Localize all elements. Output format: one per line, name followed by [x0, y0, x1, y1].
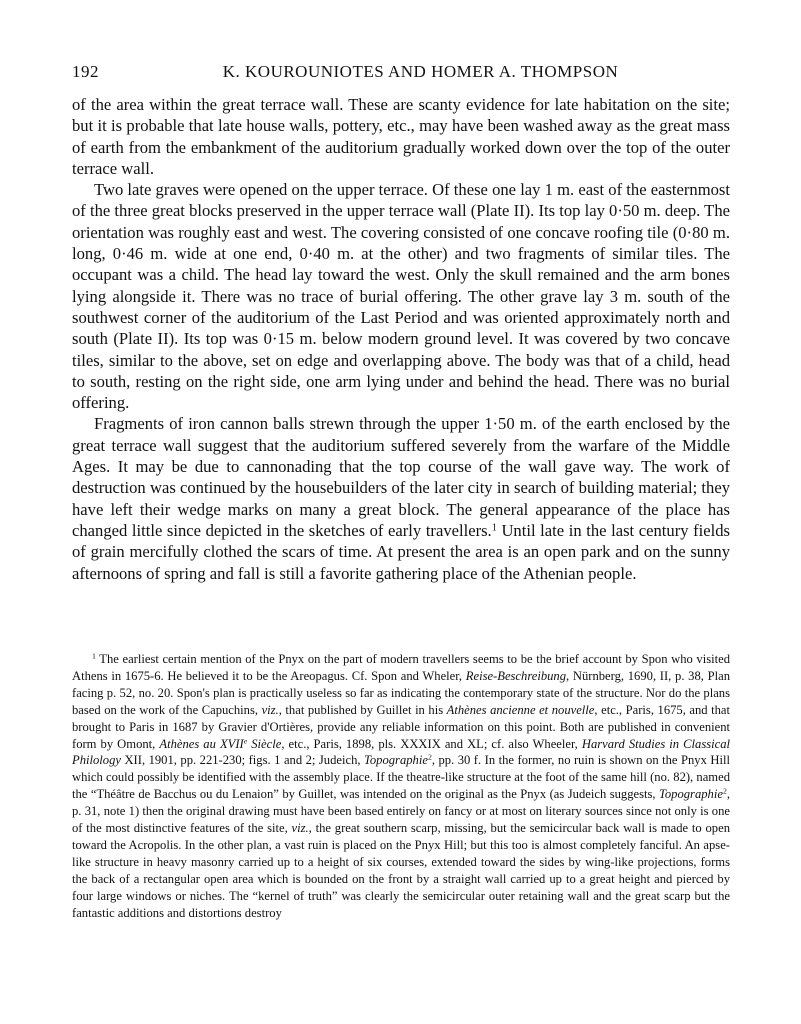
- footnote-1: [72, 651, 730, 922]
- footnote-text: XII, 1901, pp. 221-230; figs. 1 and 2; Judeich,: [120, 753, 365, 768]
- body-text: [72, 94, 730, 584]
- footnote-italic-title: Harvard Studies in Classical Philology: [72, 736, 731, 768]
- footnote: [72, 651, 730, 922]
- paragraph-3-tail: Until late in the last century fields of grain mercifully clothed the scars of time. At present the area is an open park and on the sunny afternoons of spring and fall is still a favorite gathering place of the Athenian people.: [72, 520, 730, 583]
- footnote-italic-part: Siècle: [247, 736, 282, 751]
- page-number: 192: [72, 62, 99, 81]
- footnote-italic-part: Athènes au XVII: [159, 736, 244, 751]
- footnote-italic-title: [159, 737, 281, 751]
- footnote-superscript: e: [243, 736, 248, 746]
- paragraph-3-text: Fragments of iron cannon balls strewn through the upper 1·50 m. of the earth enclosed by the great terrace wall suggest that the auditorium suffered severely from the warfare of the Middle Ages. It may be due to cannonading that the top course of the wall gave way. The work of destruction was continued by the housebuilders of the later city in search of building material; they have left their wedge marks on many a great block. The general appearance of the place has changed little since depicted in the sketches of early travellers.: [72, 414, 730, 540]
- footnote-text: , Nürnberg, 1690, II, p. 38, Plan facing p. 52, no. 20. Spon's plan is practically useless so far as indicating the contemporary state of the structure. Nor do the plans based on the work of the Capuchins,: [72, 668, 730, 717]
- footnote-italic-abbrev: viz.: [261, 702, 279, 717]
- page-header: [72, 58, 729, 86]
- footnote-italic-title: Reise-Beschreibung: [465, 668, 567, 683]
- footnote-italic-title: Topographie: [364, 753, 428, 768]
- footnote-text: , p. 31, note 1) then the original drawing must have been based entirely on fancy or at most on literary sources since not only is one of the most distinctive features of the site,: [72, 787, 730, 836]
- footnote-reference[interactable]: 1: [491, 522, 497, 534]
- running-head: K. KOUROUNIOTES AND HOMER A. THOMPSON: [222, 62, 619, 81]
- paragraph-1: of the area within the great terrace wall. These are scanty evidence for late habitation on the site; but it is probable that late house walls, pottery, etc., may have been washed away as the great mass of earth from the embankment of the auditorium gradually worked down over the top of the outer terrace wall.: [72, 95, 730, 178]
- footnote-text: The earliest certain mention of the Pnyx on the part of modern travellers seems to be the brief account by Spon who visited Athens in 1675-6. He believed it to be the Areopagus. Cf. Spon and Wheler,: [72, 652, 730, 683]
- footnote-text: , that published by Guillet in his: [278, 702, 447, 717]
- paragraph-3: [72, 413, 730, 583]
- footnote-italic-title: Topographie: [659, 787, 723, 802]
- footnote-text: , etc., Paris, 1675, and that brought to Paris in 1687 by Gravier d'Ortières, provide any reliable information on this point. Both are published in convenient form by Omont,: [72, 702, 731, 751]
- footnote-text: , etc., Paris, 1898, pls. XXXIX and XL; cf. also Wheeler,: [281, 736, 582, 751]
- footnote-italic-title: Athènes ancienne et nouvelle: [446, 702, 595, 717]
- footnote-text: , pp. 30 f. In the former, no ruin is shown on the Pnyx Hill which could possibly be identified with the assembly place. If the theatre-like structure at the foot of the same hill (no. 82), named the “Théâtre de Bacchus ou du Lenaion” by Guillet, was intended on the original as the Pnyx (as Judeich suggests,: [72, 753, 730, 802]
- paragraph-2: Two late graves were opened on the upper terrace. Of these one lay 1 m. east of the easternmost of the three great blocks preserved in the upper terrace wall (Plate II). Its top lay 0·50 m. deep. The orientation was roughly east and west. The covering consisted of one concave roofing tile (0·80 m. long, 0·46 m. wide at one end, 0·40 m. at the other) and two fragments of similar tiles. The occupant was a child. The head lay toward the west. Only the skull remained and the arm bones lying alongside it. There was no trace of burial offering. The other grave lay 3 m. south of the southwest corner of the auditorium of the Last Period and was oriented approximately north and south (Plate II). Its top was 0·15 m. below modern ground level. It was covered by two concave tiles, similar to the above, set on edge and overlapping above. The body was that of a child, head to south, resting on the right side, one arm lying under and behind the head. There was no burial offering.: [72, 180, 730, 413]
- footnote-text: , the great southern scarp, missing, but the semicircular back wall is made to open toward the Acropolis. In the other plan, a vast ruin is placed on the Pnyx Hill; but this too is almost completely fanciful. An apse-like structure in heavy masonry carried up to a height of six courses, extended toward the sides by wing-like projections, forms the back of a rectangular open area which is bounded on the front by a straight wall carried up to a great height and pierced by four large windows or niches. The “kernel of truth” was clearly the semicircular outer retaining wall and the great scarp but the fantastic additions and distortions destroy: [72, 821, 730, 920]
- footnote-superscript: 2: [427, 753, 432, 763]
- footnote-italic-abbrev: viz.: [291, 821, 309, 836]
- footnote-marker: 1: [92, 651, 96, 661]
- footnote-superscript: 2: [722, 786, 727, 796]
